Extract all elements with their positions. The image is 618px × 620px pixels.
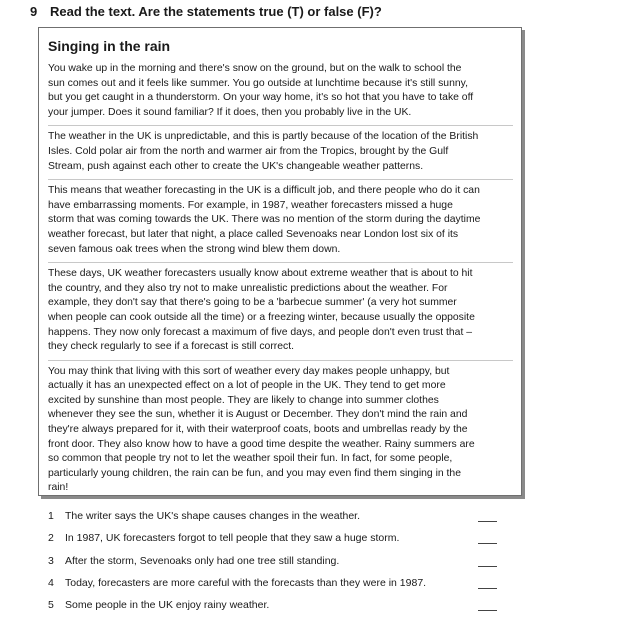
text-line: You may think that living with this sort of weather every day makes people unhappy, but <box>48 365 450 377</box>
statement-item <box>48 598 508 620</box>
text-line: have embarrassing moments. For example, in 1987, weather forecasters missed a huge <box>48 199 453 211</box>
reading-text-box <box>38 27 522 496</box>
text-line: whenever they see the sun, whether it is August or December. They don't mind the rain and <box>48 409 468 421</box>
statement-item <box>48 531 508 553</box>
text-line: seven famous oak trees when the strong wind blew them down. <box>48 243 341 255</box>
text-line: your jumper. Does it sound familiar? If it does, then you probably live in the UK. <box>48 106 412 118</box>
statement-text: Today, forecasters are more careful with the forecasts than they were in 1987. <box>65 576 427 589</box>
text-line: they're always prepared for it, with their waterproof coats, boots and umbrellas ready by the <box>48 424 468 436</box>
text-line: the country, and they also try not to make unrealistic predictions about the weather. For <box>48 282 448 294</box>
statement-number: 1 <box>48 510 54 522</box>
text-line: excited by sunshine than most people. They are likely to change into summer clothes <box>48 394 439 406</box>
text-line: front door. They also know how to have a good time despite the weather. Rainy summers are <box>48 438 475 450</box>
text-line: rain! <box>48 482 69 494</box>
text-line: sun comes out and it feels like summer. You go outside at lunchtime because it's still sunny, <box>48 77 468 89</box>
article-paragraph-4 <box>48 267 513 355</box>
exercise-number: 9 <box>30 4 38 19</box>
article-title: Singing in the rain <box>48 38 171 54</box>
answer-blank[interactable] <box>478 543 497 544</box>
answer-blank[interactable] <box>478 610 497 611</box>
text-line: You wake up in the morning and there's snow on the ground, but on the walk to school the <box>48 63 462 74</box>
answer-blank[interactable] <box>478 521 497 522</box>
statement-text: After the storm, Sevenoaks only had one tree still standing. <box>65 554 340 567</box>
statement-text: In 1987, UK forecasters forgot to tell people that they saw a huge storm. <box>65 532 400 545</box>
paragraph-divider <box>48 179 513 180</box>
answer-blank[interactable] <box>478 588 497 589</box>
article-paragraph-5 <box>48 365 513 496</box>
exercise-header <box>30 4 382 19</box>
exercise-instruction: Read the text. Are the statements true (T) or false (F)? <box>50 4 382 19</box>
text-line: but you get caught in a thunderstorm. On your way home, it's so hot that you have to take off <box>48 92 474 104</box>
text-line: when people can cook outside all the time) or a freezing winter, because usually the opposite <box>48 311 475 323</box>
statement-number: 3 <box>48 554 54 567</box>
text-line: storm that was coming towards the UK. There was no mention of the storm during the daytime <box>48 214 481 226</box>
statement-item <box>48 576 508 598</box>
statement-text: The writer says the UK's shape causes changes in the weather. <box>65 510 360 522</box>
article-paragraph-3 <box>48 184 513 257</box>
text-line: These days, UK weather forecasters usually know about extreme weather that is about to hit <box>48 268 473 280</box>
paragraph-divider <box>48 360 513 361</box>
statement-item <box>48 509 508 531</box>
text-line: they check regularly to see if a forecast is still correct. <box>48 341 295 353</box>
statement-number: 4 <box>48 576 54 589</box>
text-line: happens. They now only forecast a maximum of five days, and people don't even trust that – <box>48 326 473 338</box>
answer-blank[interactable] <box>478 566 497 567</box>
text-line: particularly young children, the rain can be fun, and you may even find them singing in the <box>48 467 461 479</box>
statement-number: 2 <box>48 532 54 545</box>
text-line: actually it has an unexpected effect on a lot of people in the UK. They tend to get more <box>48 380 446 392</box>
statements-list <box>48 509 508 620</box>
text-line: This means that weather forecasting in the UK is a difficult job, and there people who do it can <box>48 185 480 197</box>
paragraph-divider <box>48 125 513 126</box>
text-line: Isles. Cold polar air from the north and warmer air from the Tropics, brought by the Gulf <box>48 145 449 157</box>
text-line: so common that people try not to let the weather spoil their fun. In fact, for some people, <box>48 453 453 465</box>
article-paragraph-1 <box>48 62 513 120</box>
text-line: weather forecast, but later that night, a place called Sevenoaks near London lost six of its <box>48 228 459 240</box>
article-paragraph-2 <box>48 130 513 174</box>
statement-text: Some people in the UK enjoy rainy weather. <box>65 599 270 612</box>
statement-number: 5 <box>48 599 54 612</box>
paragraph-divider <box>48 262 513 263</box>
text-line: example, they don't say that there's going to be a 'barbecue summer' (a very hot summer <box>48 297 457 309</box>
text-line: The weather in the UK is unpredictable, and this is partly because of the location of the British <box>48 131 479 143</box>
text-line: Stream, push against each other to create the UK's changeable weather patterns. <box>48 160 424 172</box>
statement-item <box>48 554 508 576</box>
